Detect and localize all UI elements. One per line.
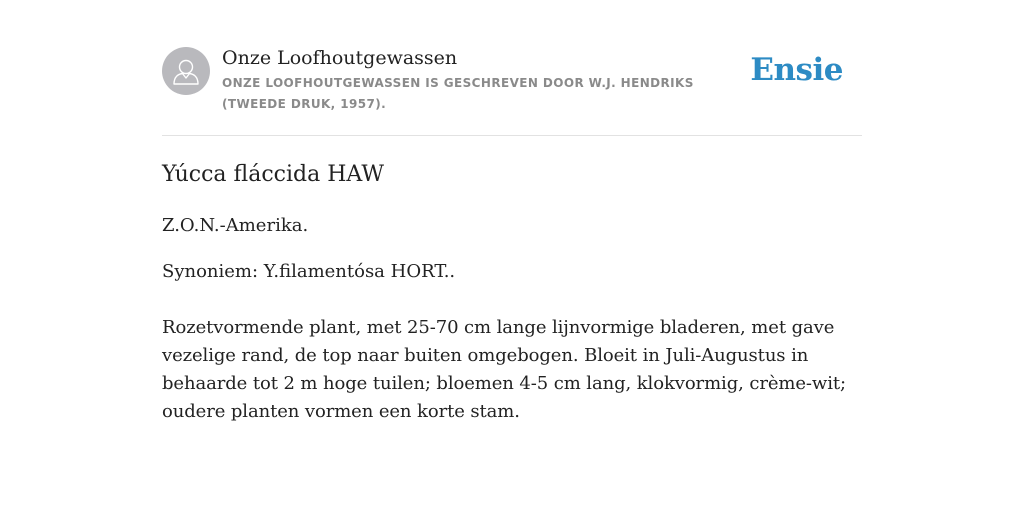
- entry-origin: Z.O.N.-Amerika.: [162, 215, 309, 236]
- source-title[interactable]: Onze Loofhoutgewassen: [222, 47, 458, 69]
- entry-synonym: Synoniem: Y.filamentósa HORT..: [162, 261, 456, 282]
- brand-logo[interactable]: Ensie: [750, 52, 843, 88]
- entry-content: [162, 158, 864, 426]
- user-silhouette-icon: [162, 47, 210, 95]
- source-description: ONZE LOOFHOUTGEWASSEN IS GESCHREVEN DOOR W.J. HENDRIKS (TWEEDE DRUK, 1957).: [222, 76, 694, 111]
- avatar: [162, 47, 210, 95]
- source-header: [162, 47, 862, 135]
- header-divider: [162, 135, 862, 136]
- entry-description: Rozetvormende plant, met 25-70 cm lange lijnvormige bladeren, met gave vezelige rand, de top naar buiten omgebogen. Bloeit in Juli-Augustus in behaarde tot 2 m hoge tuilen; bloemen 4-5 cm lang, klokvormig, crème-wit; oudere planten vormen een korte stam.: [162, 317, 846, 422]
- entry-title: Yúcca fláccida HAW: [162, 162, 384, 187]
